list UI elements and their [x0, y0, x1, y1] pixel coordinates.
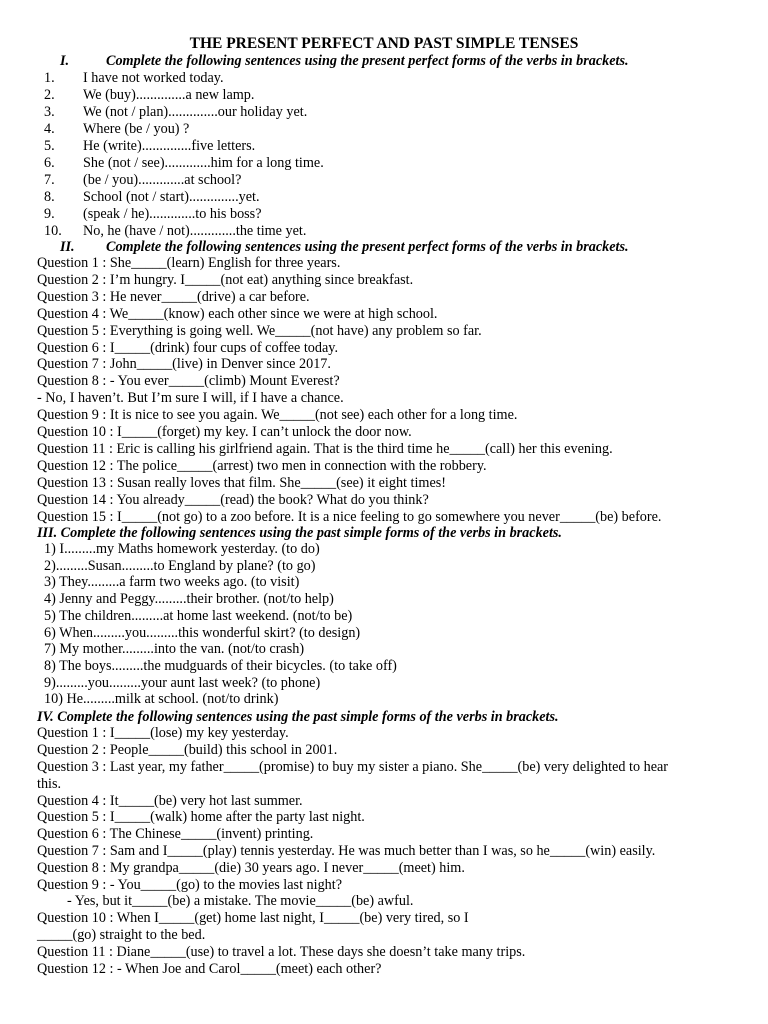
question-line: 3) They.........a farm two weeks ago. (to visit) — [44, 574, 300, 591]
list-item: Where (be / you) ? — [83, 121, 190, 137]
question-line: Question 13 : Susan really loves that film. She_____(see) it eight times! — [37, 474, 447, 491]
list-item: We (not / plan)..............our holiday yet. — [83, 104, 308, 120]
item-number: 5. — [44, 138, 55, 154]
worksheet-title: THE PRESENT PERFECT AND PAST SIMPLE TENSES — [189, 35, 579, 52]
question-line: Question 9 : - You_____(go) to the movies last night? — [37, 877, 343, 893]
item-number: 2. — [44, 87, 55, 103]
question-line: Question 7 : John_____(live) in Denver since 2017. — [37, 356, 331, 373]
question-line: Question 1 : I_____(lose) my key yesterday. — [37, 725, 289, 741]
question-line: Question 8 : - You ever_____(climb) Mount Everest? — [37, 373, 340, 390]
section-3-numeral: III. — [37, 525, 58, 541]
list-item: (speak / he).............to his boss? — [83, 206, 262, 222]
question-line: 4) Jenny and Peggy.........their brother. (not/to help) — [44, 591, 334, 608]
section-2-numeral: II. — [60, 239, 75, 255]
item-number: 4. — [44, 121, 55, 137]
item-number: 1. — [44, 70, 55, 86]
question-line: Question 8 : My grandpa_____(die) 30 years ago. I never_____(meet) him. — [37, 860, 465, 876]
question-line: Question 9 : It is nice to see you again. We_____(not see) each other for a long time. — [37, 407, 518, 424]
question-line: Question 6 : The Chinese_____(invent) printing. — [37, 826, 314, 842]
section-2-heading — [60, 239, 629, 256]
list-item: (be / you).............at school? — [83, 172, 242, 188]
section-2-heading-text: Complete the following sentences using the present perfect forms of the verbs in brackets. — [106, 239, 629, 255]
question-line: Question 11 : Eric is calling his girlfriend again. That is the third time he_____(call) her this evening. — [37, 440, 613, 457]
question-line: 10) He.........milk at school. (not/to drink) — [44, 691, 279, 708]
question-line: 2).........Susan.........to England by plane? (to go) — [44, 557, 316, 574]
question-line: Question 3 : He never_____(drive) a car before. — [37, 288, 310, 305]
section-3-heading-text: Complete the following sentences using the past simple forms of the verbs in brackets. — [60, 525, 562, 541]
item-number: 7. — [44, 172, 55, 188]
question-line: Question 4 : It_____(be) very hot last summer. — [37, 793, 303, 809]
question-line: Question 1 : She_____(learn) English for three years. — [37, 255, 341, 271]
item-number: 9. — [44, 206, 55, 222]
question-line: Question 12 : - When Joe and Carol_____(meet) each other? — [37, 961, 382, 977]
question-line: Question 15 : I_____(not go) to a zoo before. It is a nice feeling to go somewhere you never_____(be) before. — [37, 508, 662, 525]
question-line: Question 11 : Diane_____(use) to travel a lot. These days she doesn’t take many trips. — [37, 944, 526, 960]
section-1-heading — [60, 53, 629, 70]
question-line: Question 2 : People_____(build) this school in 2001. — [37, 742, 338, 758]
section-1-heading-text: Complete the following sentences using the present perfect forms of the verbs in brackets. — [106, 53, 629, 69]
question-line: Question 10 : I_____(forget) my key. I can’t unlock the door now. — [37, 424, 412, 440]
question-line: 5) The children.........at home last weekend. (not/to be) — [44, 607, 353, 624]
question-line: - Yes, but it_____(be) a mistake. The movie_____(be) awful. — [67, 893, 414, 909]
list-item: She (not / see).............him for a long time. — [83, 155, 324, 171]
question-line: this. — [37, 776, 62, 792]
question-line: - No, I haven’t. But I’m sure I will, if I have a chance. — [37, 390, 344, 407]
section-4-numeral: IV. — [37, 709, 54, 725]
question-line: Question 7 : Sam and I_____(play) tennis yesterday. He was much better than I was, so he_____(win) easily. — [37, 843, 656, 859]
list-item: No, he (have / not).............the time yet. — [83, 223, 307, 239]
question-line: 9).........you.........your aunt last week? (to phone) — [44, 674, 321, 691]
question-line: Question 5 : Everything is going well. We_____(not have) any problem so far. — [37, 322, 482, 339]
question-line: 8) The boys.........the mudguards of their bicycles. (to take off) — [44, 657, 397, 674]
list-item: We (buy)..............a new lamp. — [83, 87, 255, 103]
list-item: He (write)..............five letters. — [83, 138, 256, 154]
question-line: Question 6 : I_____(drink) four cups of coffee today. — [37, 339, 339, 356]
question-line: 7) My mother.........into the van. (not/to crash) — [44, 641, 305, 658]
section-1-numeral: I. — [60, 53, 70, 69]
section-4-heading-text: Complete the following sentences using the past simple forms of the verbs in brackets. — [57, 709, 559, 725]
question-line: _____(go) straight to the bed. — [37, 927, 206, 943]
list-item: I have not worked today. — [83, 70, 224, 86]
question-line: Question 5 : I_____(walk) home after the party last night. — [37, 809, 365, 825]
list-item: School (not / start)..............yet. — [83, 189, 260, 205]
item-number: 8. — [44, 189, 55, 205]
item-number: 3. — [44, 104, 55, 120]
question-line: Question 12 : The police_____(arrest) two men in connection with the robbery. — [37, 457, 487, 474]
question-line: Question 3 : Last year, my father_____(promise) to buy my sister a piano. She_____(be) very delighted to hear — [37, 759, 669, 775]
question-line: 1) I.........my Maths homework yesterday. (to do) — [44, 541, 320, 557]
item-number: 6. — [44, 155, 55, 171]
question-line: Question 14 : You already_____(read) the book? What do you think? — [37, 491, 429, 508]
question-line: 6) When.........you.........this wonderful skirt? (to design) — [44, 624, 361, 641]
section-3-heading — [37, 525, 562, 542]
question-line: Question 2 : I’m hungry. I_____(not eat) anything since breakfast. — [37, 271, 414, 288]
question-line: Question 10 : When I_____(get) home last night, I_____(be) very tired, so I — [37, 910, 469, 926]
question-line: Question 4 : We_____(know) each other since we were at high school. — [37, 305, 438, 322]
section-4-heading — [37, 709, 559, 726]
item-number: 10. — [44, 223, 62, 239]
